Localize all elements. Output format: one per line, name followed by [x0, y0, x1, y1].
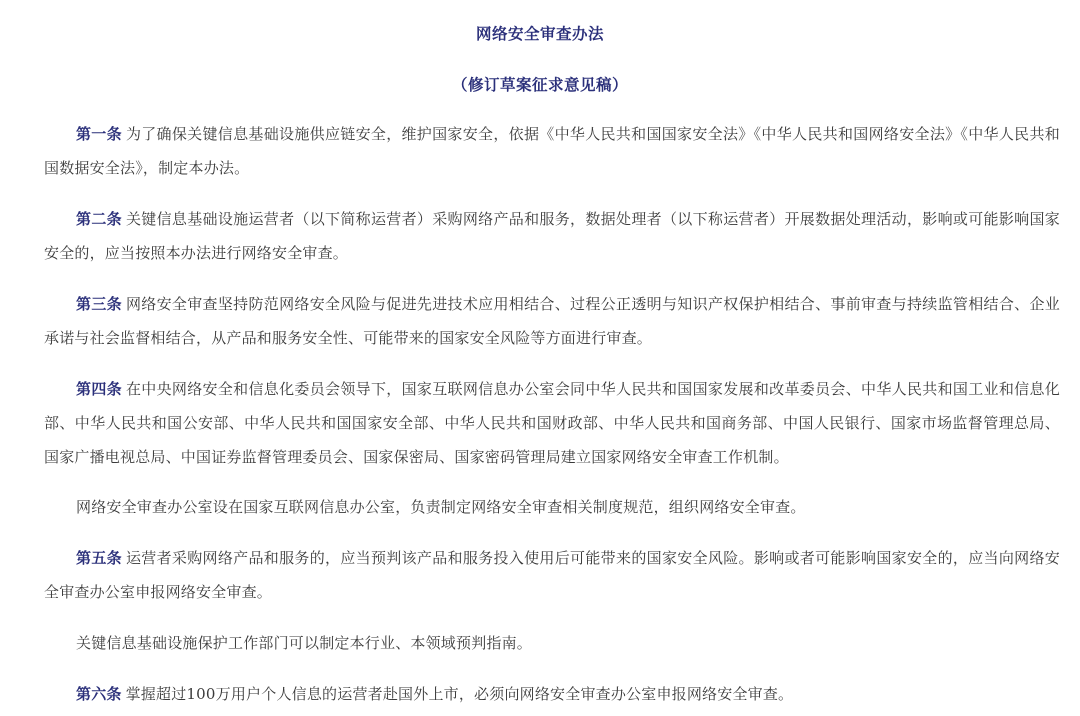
article-label: 第四条 — [76, 380, 122, 398]
article-1 — [44, 117, 1060, 185]
paragraph-text: 关键信息基础设施保护工作部门可以制定本行业、本领域预判指南。 — [76, 634, 533, 652]
article-text: 运营者采购网络产品和服务的，应当预判该产品和服务投入使用后可能带来的国家安全风险。影响或者可能影响国家安全的，应当向网络安全审查办公室申报网络安全审查。 — [44, 549, 1060, 601]
article-text: 掌握超过100万用户个人信息的运营者赴国外上市，必须向网络安全审查办公室申报网络安全审查。 — [125, 685, 794, 703]
article-label: 第一条 — [76, 125, 122, 143]
article-5-continuation — [44, 626, 1060, 660]
article-4 — [44, 372, 1060, 474]
document-subtitle: （修订草案征求意见稿） — [451, 75, 628, 94]
article-text: 在中央网络安全和信息化委员会领导下，国家互联网信息办公室会同中华人民共和国国家发展和改革委员会、中华人民共和国工业和信息化部、中华人民共和国公安部、中华人民共和国国家安全部、中华人民共和国财政部、中华人民共和国商务部、中国人民银行、国家市场监督管理总局、国家广播电视总局、中国证券监督管理委员会、国家保密局、国家密码管理局建立国家网络安全审查工作机制。 — [44, 380, 1060, 466]
article-5 — [44, 541, 1060, 609]
article-text: 为了确保关键信息基础设施供应链安全，维护国家安全，依据《中华人民共和国国家安全法》《中华人民共和国网络安全法》《中华人民共和国数据安全法》，制定本办法。 — [44, 125, 1060, 177]
article-label: 第五条 — [76, 549, 122, 567]
paragraph-text: 网络安全审查办公室设在国家互联网信息办公室，负责制定网络安全审查相关制度规范，组织网络安全审查。 — [76, 498, 806, 516]
article-4-continuation — [44, 490, 1060, 524]
article-2 — [44, 202, 1060, 270]
article-label: 第六条 — [76, 685, 122, 703]
article-text: 网络安全审查坚持防范网络安全风险与促进先进技术应用相结合、过程公正透明与知识产权保护相结合、事前审查与持续监管相结合、企业承诺与社会监督相结合，从产品和服务安全性、可能带来的国家安全风险等方面进行审查。 — [44, 295, 1060, 347]
article-label: 第三条 — [76, 295, 122, 313]
article-6 — [44, 677, 1060, 711]
article-text: 关键信息基础设施运营者（以下简称运营者）采购网络产品和服务，数据处理者（以下称运营者）开展数据处理活动，影响或可能影响国家安全的，应当按照本办法进行网络安全审查。 — [44, 210, 1060, 262]
article-label: 第二条 — [76, 210, 122, 228]
document-title: 网络安全审查办法 — [475, 24, 604, 43]
article-3 — [44, 287, 1060, 355]
